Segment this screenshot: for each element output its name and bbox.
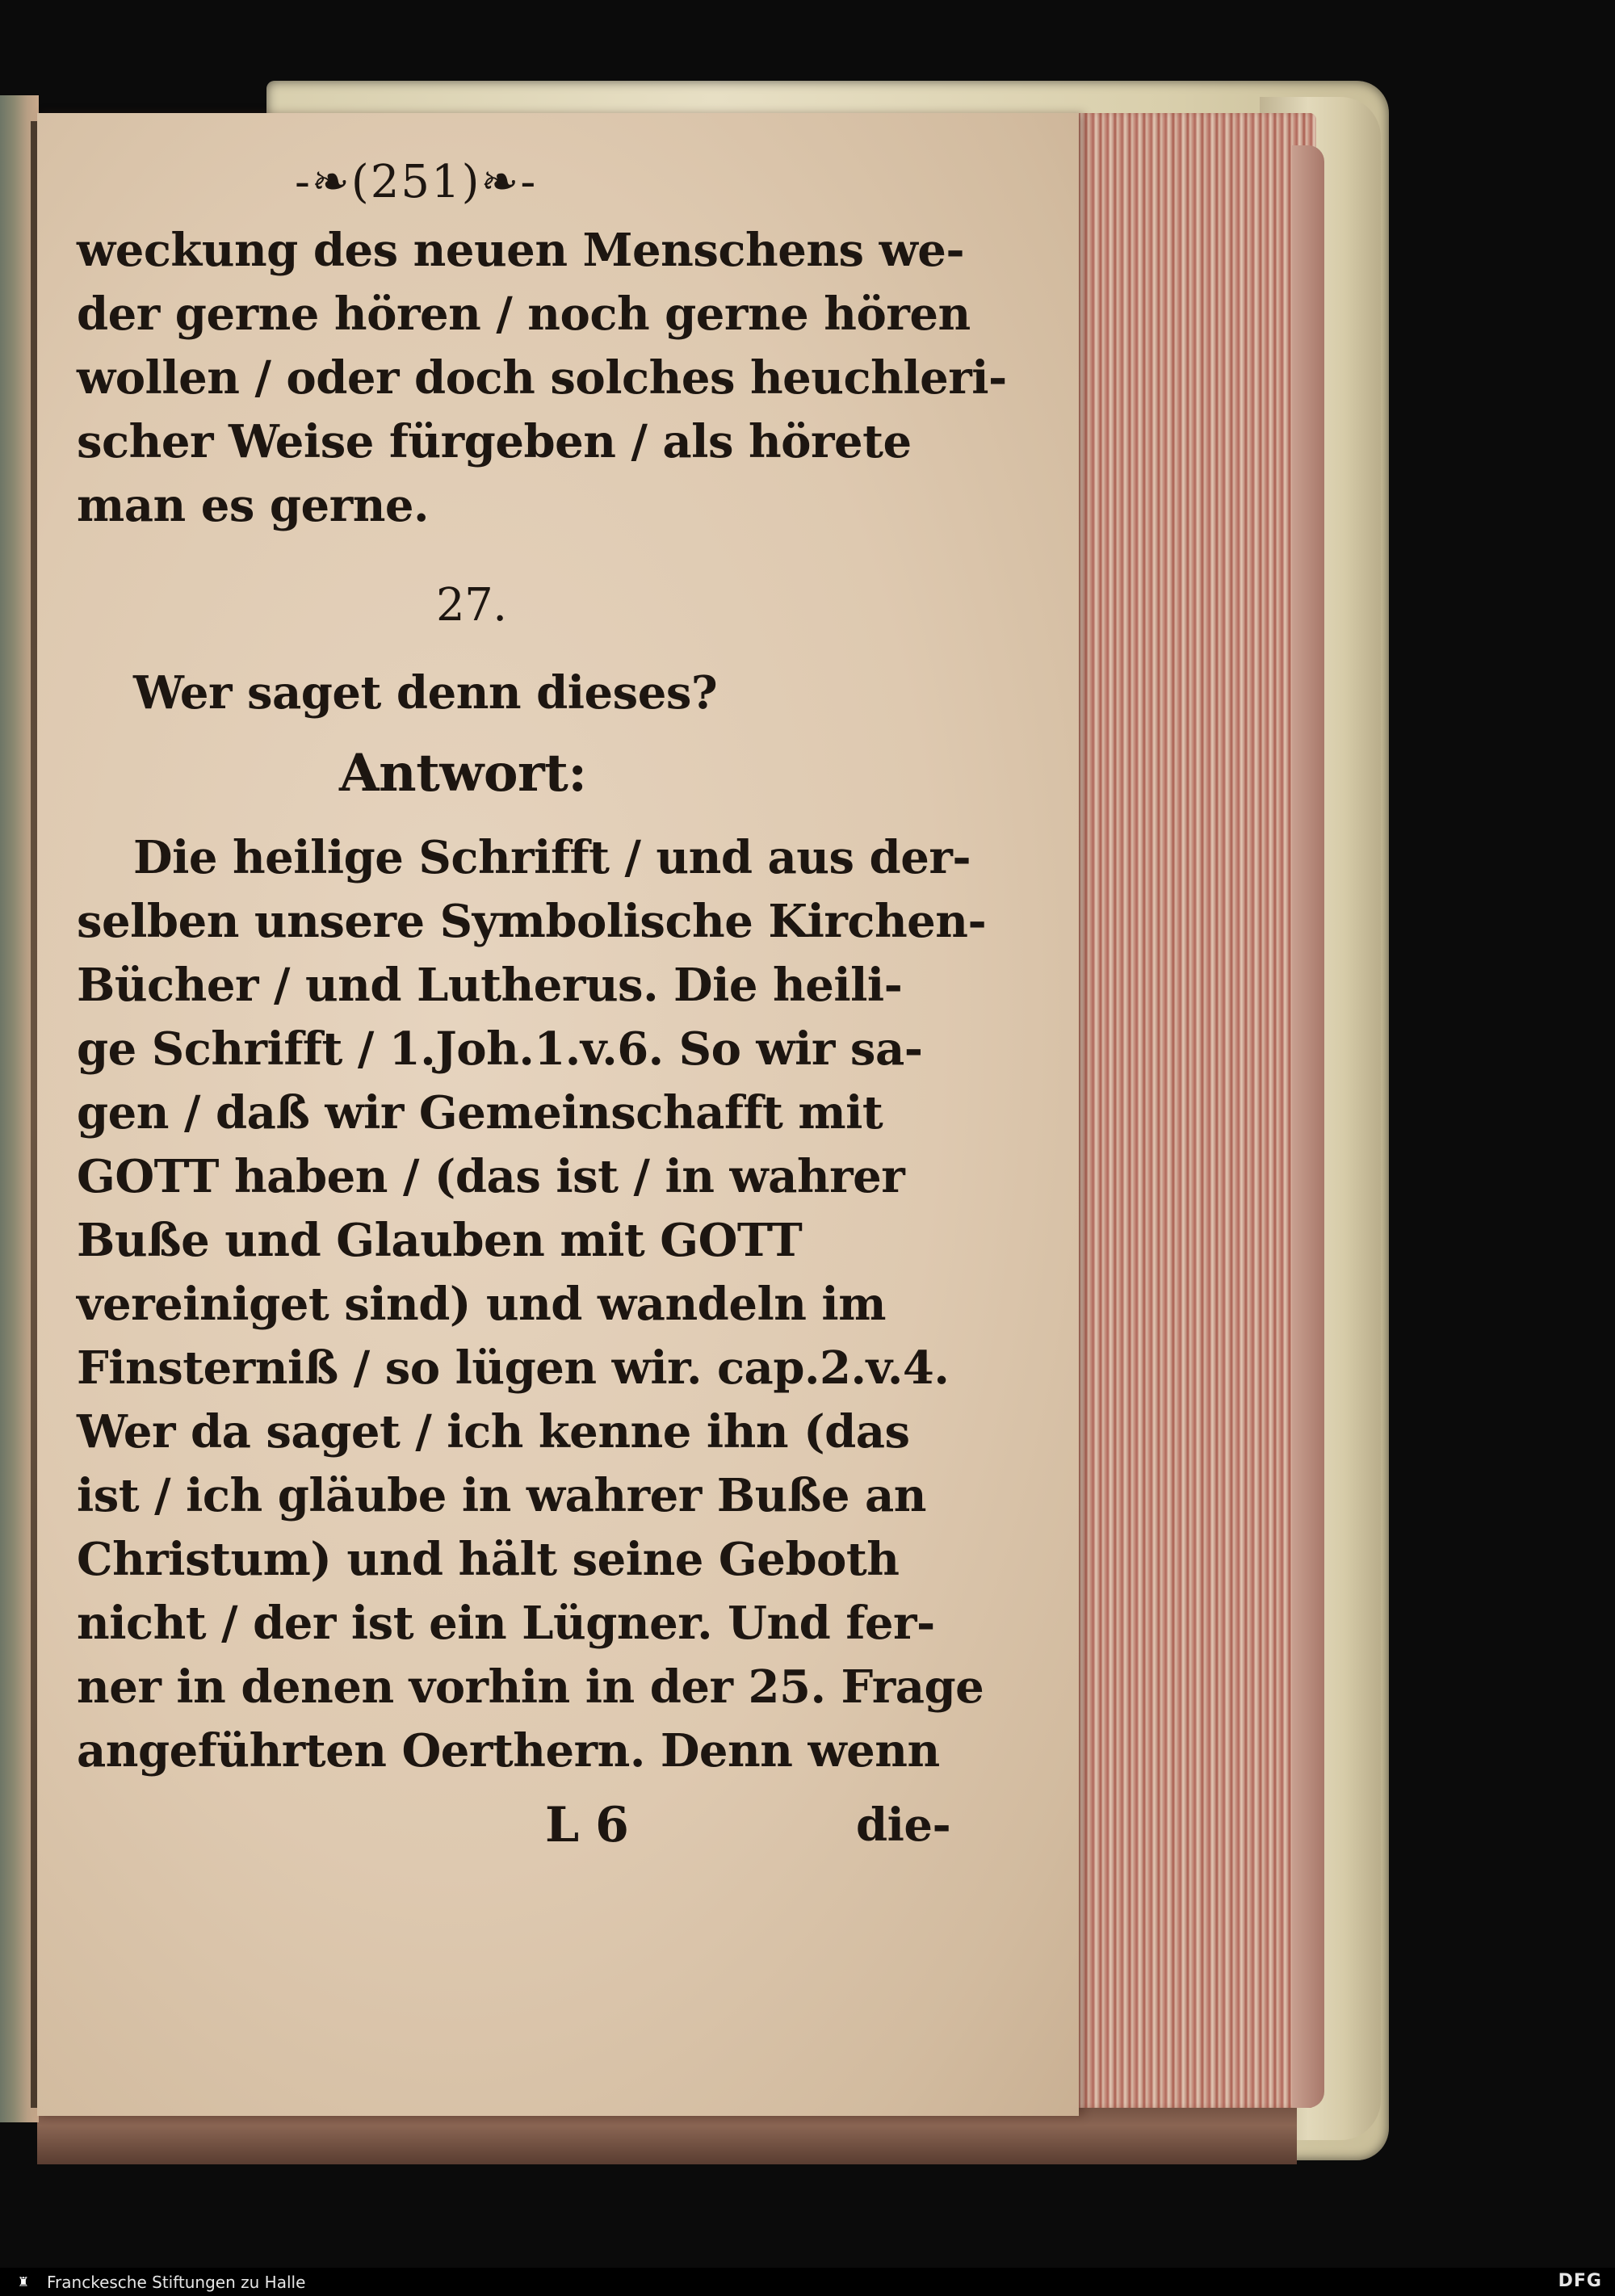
text-line: Wer da saget / ich kenne ihn (das bbox=[77, 1405, 910, 1459]
text-line: nicht / der ist ein Lügner. Und fer- bbox=[77, 1597, 935, 1650]
text-line: gen / daß wir Gemeinschafft mit bbox=[77, 1086, 883, 1140]
text-line: Buße und Glauben mit GOTT bbox=[77, 1214, 803, 1267]
text-line: ist / ich gläube in wahrer Buße an bbox=[77, 1469, 926, 1522]
text-line: der gerne hören / noch gerne hören bbox=[77, 288, 971, 341]
text-line: scher Weise fürgeben / als hörete bbox=[77, 415, 912, 468]
text-line: weckung des neuen Menschens we- bbox=[77, 224, 965, 277]
text-line: ge Schrifft / 1.Joh.1.v.6. So wir sa- bbox=[77, 1022, 923, 1076]
text-line: selben unsere Symbolische Kirchen- bbox=[77, 895, 987, 948]
answer-heading: Antwort: bbox=[339, 743, 587, 804]
text-line: man es gerne. bbox=[77, 479, 430, 532]
page-edges-tail bbox=[1292, 145, 1324, 2108]
text-line: angeführten Oerthern. Denn wenn bbox=[77, 1724, 940, 1778]
text-line: Bücher / und Lutherus. Die heili- bbox=[77, 959, 903, 1012]
question-number: 27. bbox=[436, 579, 507, 632]
institution-logo-icon: ♜ bbox=[17, 2273, 30, 2290]
catchword: die- bbox=[856, 1799, 951, 1852]
text-line: vereiniget sind) und wandeln im bbox=[77, 1278, 886, 1331]
text-line: ner in denen vorhin in der 25. Frage bbox=[77, 1660, 984, 1714]
text-line: wollen / oder doch solches heuchleri- bbox=[77, 351, 1007, 405]
text-line: Finsterniß / so lügen wir. cap.2.v.4. bbox=[77, 1341, 950, 1395]
text-line: Die heilige Schrifft / und aus der- bbox=[133, 831, 971, 884]
signature-mark: L 6 bbox=[545, 1797, 629, 1853]
dfg-logo: DFG bbox=[1558, 2271, 1602, 2291]
sprinkled-page-edges bbox=[1074, 113, 1316, 2108]
footer-bar bbox=[0, 2268, 1615, 2296]
question-heading: Wer saget denn dieses? bbox=[133, 666, 718, 720]
page-header: -❧(251)❧- bbox=[295, 156, 538, 208]
footer-institution: Franckesche Stiftungen zu Halle bbox=[47, 2273, 306, 2292]
text-line: GOTT haben / (das ist / in wahrer bbox=[77, 1150, 905, 1203]
text-line: Christum) und hält seine Geboth bbox=[77, 1533, 900, 1586]
